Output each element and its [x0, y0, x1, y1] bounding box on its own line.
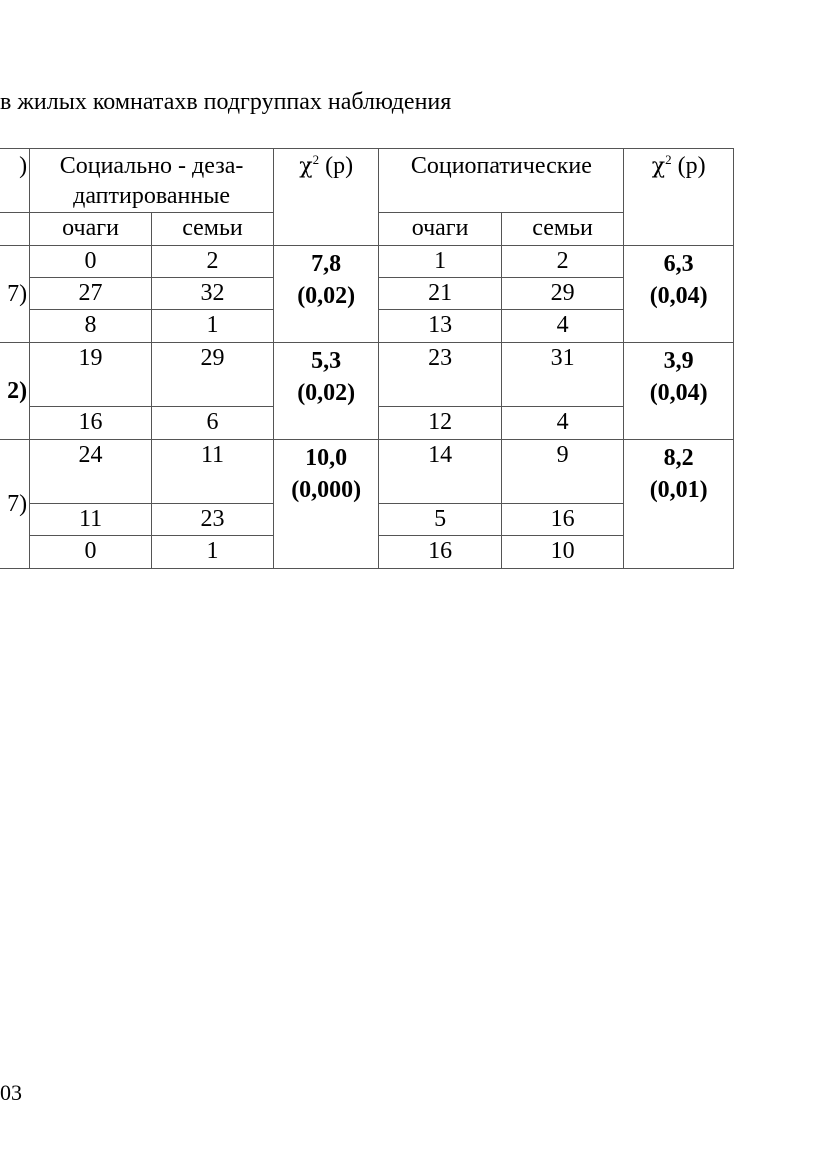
table-cell: 9 — [501, 440, 624, 504]
table-cell: 12 — [379, 407, 501, 440]
chi-value: 3,9 — [663, 348, 694, 374]
p-value: (0,02) — [297, 283, 356, 309]
table-cell: 27 — [30, 278, 152, 310]
p-value: (0,04) — [649, 380, 708, 406]
chi-value: 7,8 — [311, 251, 342, 277]
table-cell: 13 — [379, 310, 501, 343]
chi-value-cell — [274, 440, 379, 569]
chi-value: 8,2 — [663, 445, 694, 471]
p-value: (0,02) — [297, 380, 356, 406]
chi-value-cell — [624, 440, 734, 569]
table-cell: 16 — [379, 536, 501, 569]
page-number: 03 — [0, 1080, 22, 1105]
subheader-cell: очаги — [30, 213, 152, 246]
header-row — [0, 149, 734, 213]
table-row — [0, 440, 734, 504]
table-cell: 1 — [379, 246, 501, 278]
data-table — [0, 148, 734, 569]
subheader-cell: очаги — [379, 213, 501, 246]
chi-symbol: χ — [299, 154, 313, 179]
table-cell: 8 — [30, 310, 152, 343]
chi-p-label: (р) — [671, 153, 706, 179]
row-label-cell: 7) — [0, 440, 30, 569]
table-cell: 29 — [151, 343, 273, 407]
subheader-cell: семьи — [151, 213, 273, 246]
chi-symbol: χ — [651, 154, 666, 179]
p-value: (0,000) — [291, 477, 362, 503]
table-caption: в жилых комнатахв подгруппах наблюдения — [0, 89, 452, 115]
table-cell: 0 — [30, 536, 152, 569]
table-cell: 23 — [151, 504, 273, 536]
subheader-empty — [0, 213, 30, 246]
header-group-desadapted — [30, 149, 274, 213]
chi-value-cell — [624, 343, 734, 440]
table-cell: 10 — [501, 536, 624, 569]
table-cell: 24 — [30, 440, 152, 504]
header-chi-square-1 — [274, 149, 379, 246]
table-cell: 6 — [151, 407, 273, 440]
chi-value: 10,0 — [305, 445, 348, 471]
table-cell: 4 — [501, 310, 624, 343]
table-cell: 11 — [151, 440, 273, 504]
p-value: (0,01) — [649, 477, 708, 503]
table-cell: 21 — [379, 278, 501, 310]
table-cell: 23 — [379, 343, 501, 407]
table-row — [0, 246, 734, 278]
chi-value: 6,3 — [663, 251, 694, 277]
chi-value-cell — [624, 246, 734, 343]
chi-superscript: 2 — [665, 152, 672, 167]
table-cell: 1 — [151, 310, 273, 343]
table-cell: 11 — [30, 504, 152, 536]
table-cell: 14 — [379, 440, 501, 504]
chi-p-label: (р) — [319, 153, 354, 179]
header-chi-square-2 — [624, 149, 734, 246]
table-cell: 32 — [151, 278, 273, 310]
table-cell: 0 — [30, 246, 152, 278]
row-label-cell: 7) — [0, 246, 30, 343]
chi-value: 5,3 — [311, 348, 342, 374]
header-cut-cell: ) — [0, 149, 30, 213]
row-label-cell: 2) — [0, 343, 30, 440]
table-row — [0, 343, 734, 407]
table-cell: 5 — [379, 504, 501, 536]
p-value: (0,04) — [649, 283, 708, 309]
table-cell: 1 — [151, 536, 273, 569]
table-cell: 16 — [30, 407, 152, 440]
table-cell: 19 — [30, 343, 152, 407]
table-cell: 2 — [151, 246, 273, 278]
table-cell: 16 — [501, 504, 624, 536]
subheader-cell: семьи — [501, 213, 624, 246]
header-group-desadapted-label: Социально - деза-даптированные — [59, 153, 244, 209]
table-cell: 4 — [501, 407, 624, 440]
table-cell: 2 — [501, 246, 624, 278]
table-cell: 31 — [501, 343, 624, 407]
chi-value-cell — [274, 343, 379, 440]
table-cell: 29 — [501, 278, 624, 310]
chi-superscript: 2 — [312, 152, 320, 167]
header-group-sociopathic: Социопатические — [379, 149, 624, 213]
chi-value-cell — [274, 246, 379, 343]
